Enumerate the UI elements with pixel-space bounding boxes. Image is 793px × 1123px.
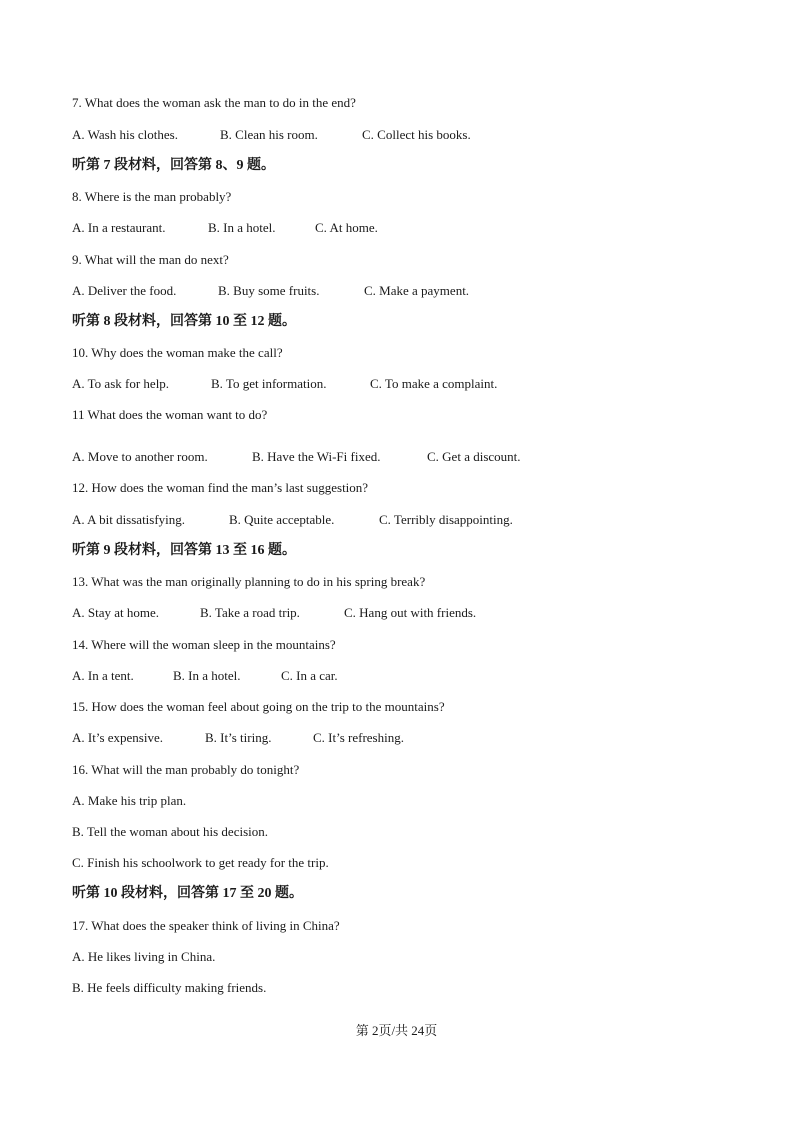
answer-option: A. A bit dissatisfying. xyxy=(72,512,186,527)
answer-option: B. To get information. xyxy=(211,376,327,391)
answer-option: C. At home. xyxy=(315,220,378,235)
answer-option: B. In a hotel. xyxy=(173,668,241,683)
question-text: 16. What will the man probably do tonight? xyxy=(72,762,300,777)
page-footer: 第 2页/共 24页 xyxy=(355,1023,438,1038)
answer-option: C. In a car. xyxy=(281,668,338,683)
answer-option: B. Have the Wi-Fi fixed. xyxy=(252,449,381,464)
answer-option: B. Quite acceptable. xyxy=(229,512,335,527)
answer-option: C. Terribly disappointing. xyxy=(379,512,513,527)
section-heading: 听第 8 段材料，回答第 10 至 12 题。 xyxy=(72,314,296,329)
question-text: 12. How does the woman find the man’s last suggestion? xyxy=(72,480,369,495)
question-text: 17. What does the speaker think of living in China? xyxy=(72,918,340,933)
answer-option: C. Make a payment. xyxy=(364,283,470,298)
section-heading: 听第 9 段材料，回答第 13 至 16 题。 xyxy=(72,543,296,558)
question-text: 13. What was the man originally planning to do in his spring break? xyxy=(72,574,426,589)
answer-option: B. Clean his room. xyxy=(220,127,318,142)
question-text: 9. What will the man do next? xyxy=(72,252,229,267)
answer-option: B. Buy some fruits. xyxy=(218,283,320,298)
answer-option: A. Deliver the food. xyxy=(72,283,177,298)
question-text: 11 What does the woman want to do? xyxy=(72,407,268,422)
answer-option: A. Wash his clothes. xyxy=(72,127,178,142)
section-heading: 听第 7 段材料，回答第 8、9 题。 xyxy=(72,158,275,173)
question-text: B. He feels difficulty making friends. xyxy=(72,980,267,995)
answer-option: B. It’s tiring. xyxy=(205,730,272,745)
answer-option: A. In a restaurant. xyxy=(72,220,166,235)
answer-option: A. In a tent. xyxy=(72,668,134,683)
answer-option: A. Stay at home. xyxy=(72,605,160,620)
answer-option: A. To ask for help. xyxy=(72,376,170,391)
answer-option: B. In a hotel. xyxy=(208,220,276,235)
question-text: 8. Where is the man probably? xyxy=(72,189,232,204)
answer-option: A. Move to another room. xyxy=(72,449,208,464)
answer-option: C. Hang out with friends. xyxy=(344,605,477,620)
question-text: 14. Where will the woman sleep in the mountains? xyxy=(72,637,336,652)
answer-option: A. It’s expensive. xyxy=(72,730,163,745)
section-heading: 听第 10 段材料，回答第 17 至 20 题。 xyxy=(72,886,303,901)
answer-option: C. It’s refreshing. xyxy=(313,730,404,745)
question-text: C. Finish his schoolwork to get ready for the trip. xyxy=(72,855,329,870)
question-text: B. Tell the woman about his decision. xyxy=(72,824,268,839)
question-text: 10. Why does the woman make the call? xyxy=(72,345,283,360)
answer-option: C. To make a complaint. xyxy=(370,376,498,391)
answer-option: B. Take a road trip. xyxy=(200,605,300,620)
question-text: A. Make his trip plan. xyxy=(72,793,187,808)
answer-option: C. Collect his books. xyxy=(362,127,471,142)
answer-option: C. Get a discount. xyxy=(427,449,521,464)
question-text: 15. How does the woman feel about going on the trip to the mountains? xyxy=(72,699,445,714)
question-text: 7. What does the woman ask the man to do in the end? xyxy=(72,95,356,110)
question-text: A. He likes living in China. xyxy=(72,949,216,964)
